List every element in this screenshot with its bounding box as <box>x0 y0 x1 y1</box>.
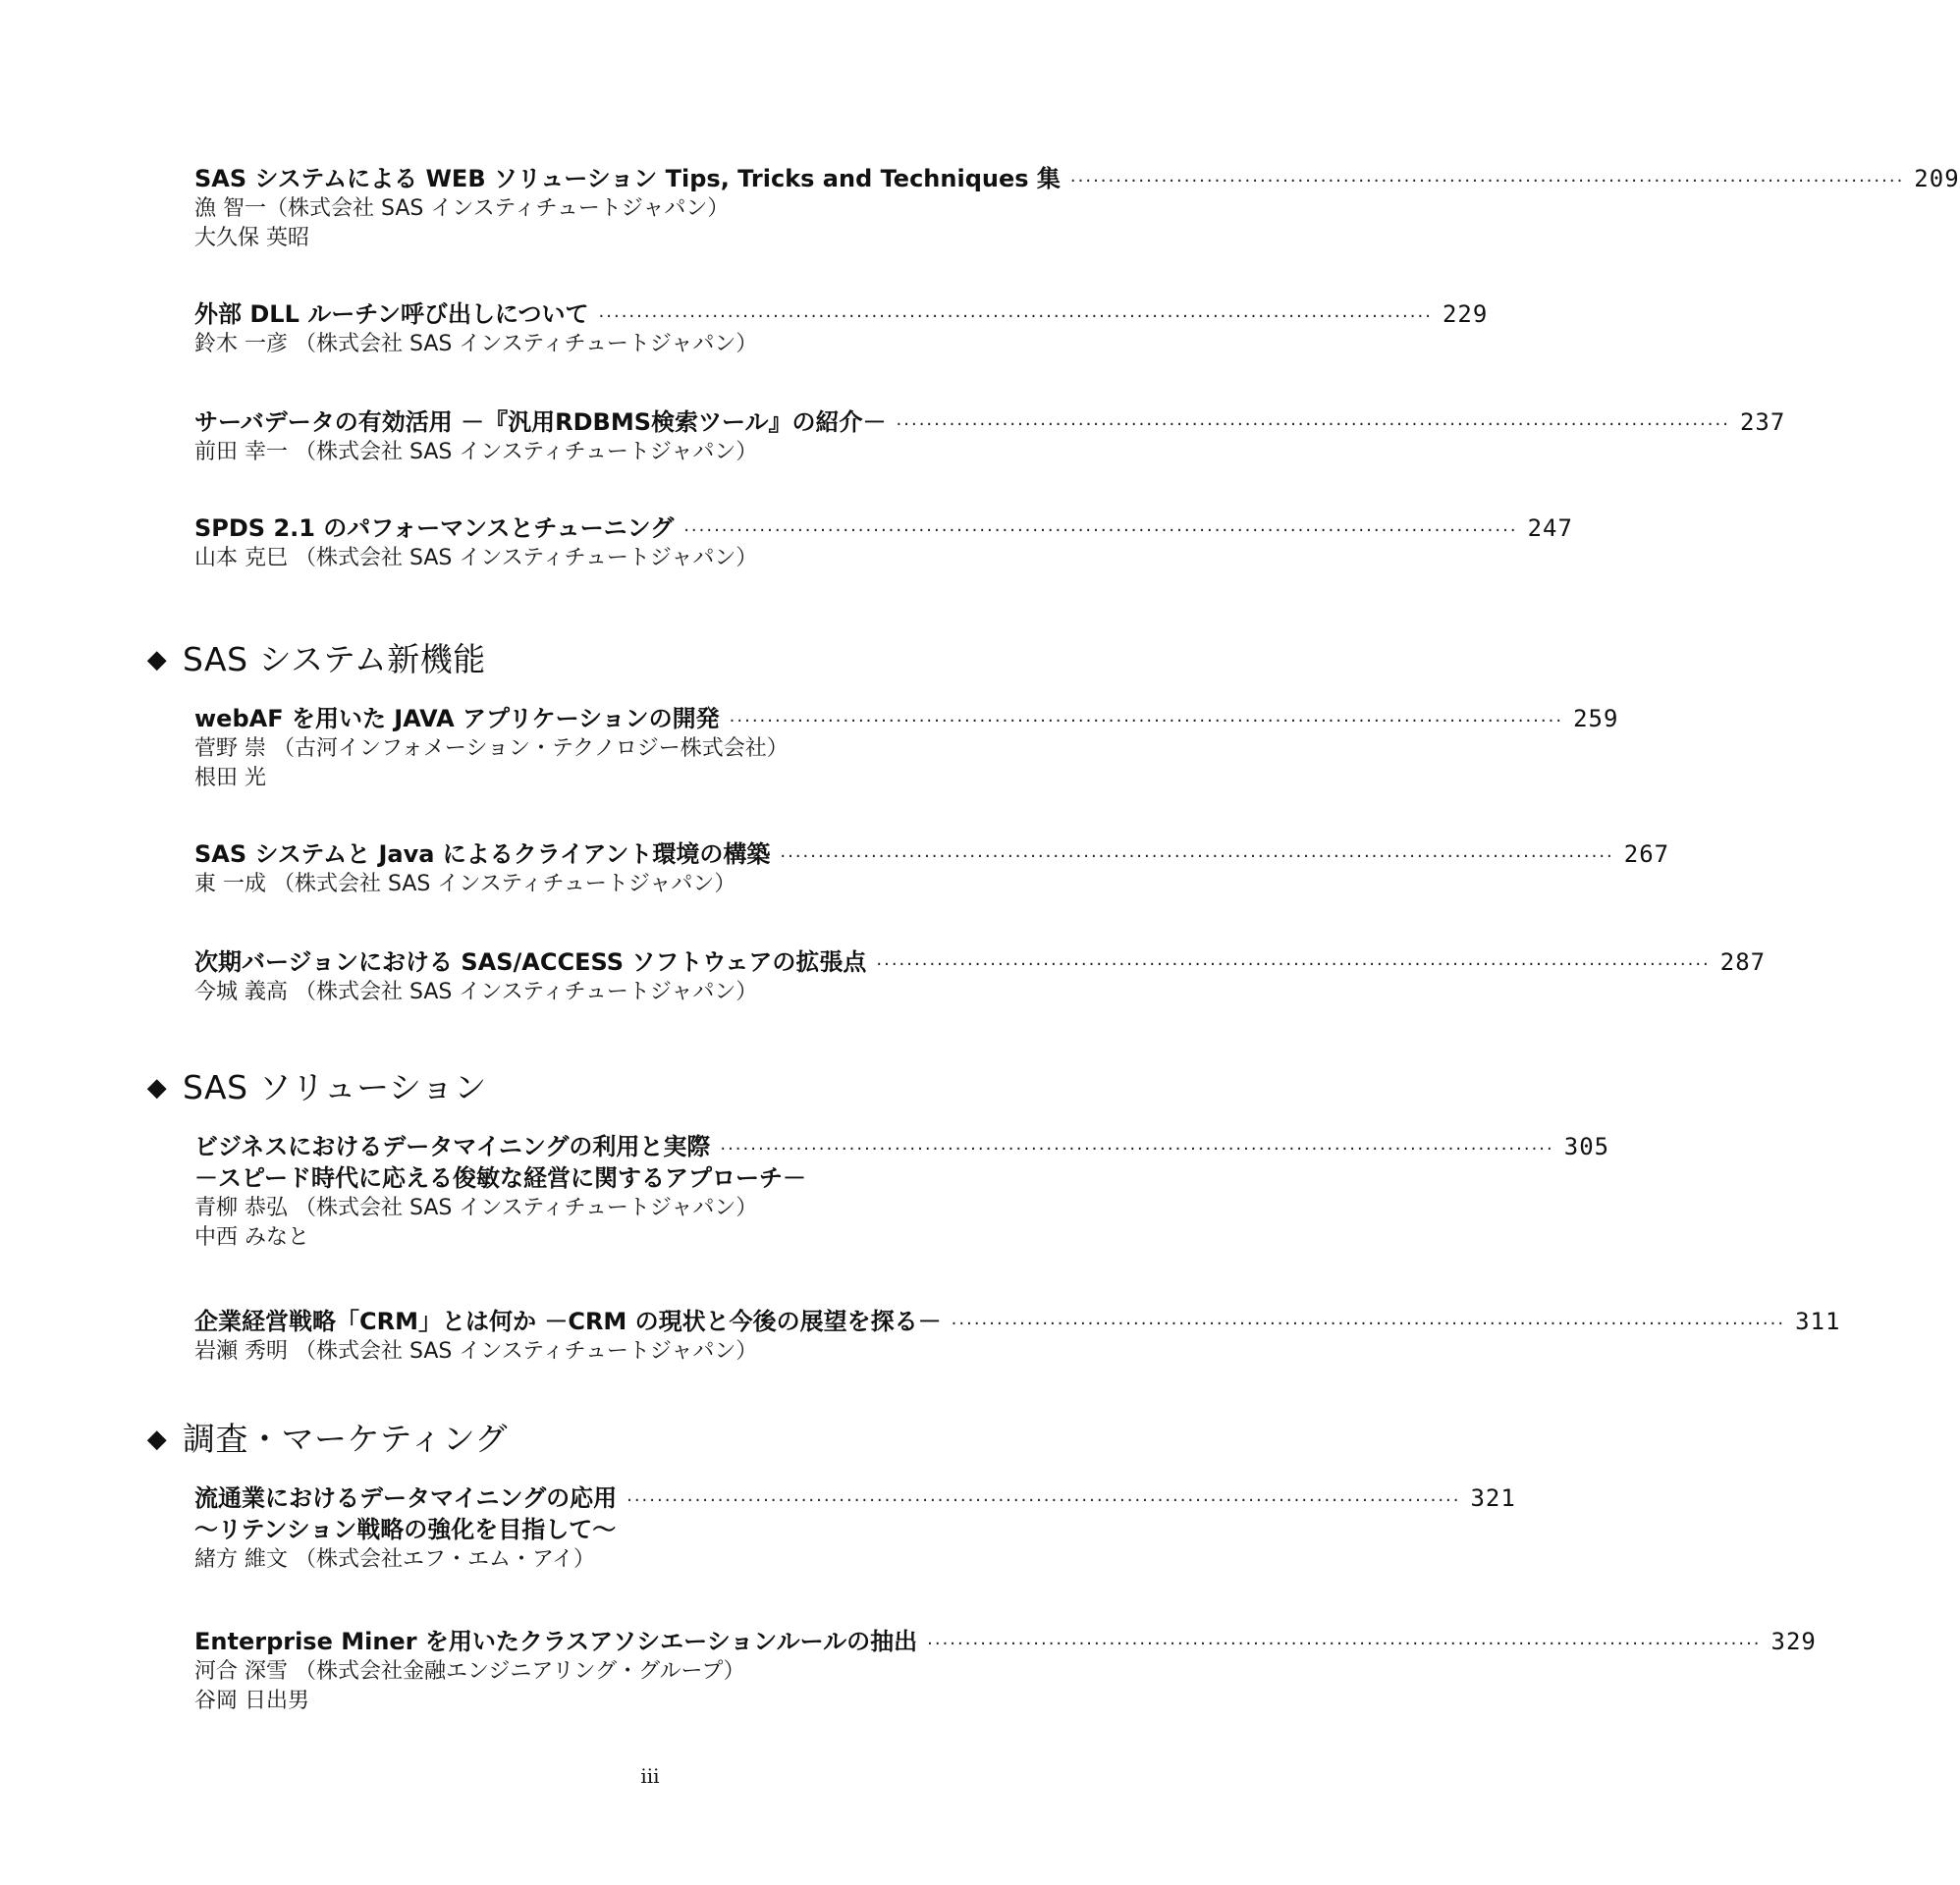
entry-title: サーバデータの有効活用 －『汎用RDBMS検索ツール』の紹介－ <box>194 408 887 436</box>
entry-author: 根田 光 <box>194 766 266 790</box>
toc-entry[interactable] <box>194 1626 1817 1716</box>
toc-entry[interactable] <box>194 1131 1610 1253</box>
entry-author: 緒方 維文 （株式会社エフ・エム・アイ） <box>194 1547 596 1572</box>
entry-author: 大久保 英昭 <box>194 226 309 250</box>
entry-title-row <box>194 1131 1610 1162</box>
dot-leader: ·············································································································· <box>1069 171 1905 191</box>
entry-page-number: 237 <box>1739 408 1786 436</box>
toc-entry[interactable] <box>194 838 1670 899</box>
entry-title: webAF を用いた JAVA アプリケーションの開発 <box>194 705 720 732</box>
diamond-icon: ◆ <box>146 645 168 674</box>
entry-page-number: 259 <box>1573 705 1619 732</box>
entry-title: SAS システムと Java によるクライアント環境の構築 <box>194 840 771 868</box>
dot-leader: ·············································································································· <box>951 1314 1786 1334</box>
section-heading <box>145 1420 508 1459</box>
entry-page-number: 321 <box>1470 1484 1516 1512</box>
entry-title: 次期バージョンにおける SAS/ACCESS ソフトウェアの拡張点 <box>194 948 867 976</box>
toc-entry[interactable] <box>194 703 1619 793</box>
entry-title-row <box>194 163 1960 194</box>
entry-author: 谷岡 日出男 <box>194 1689 309 1713</box>
entry-title: ビジネスにおけるデータマイニングの利用と実際 <box>194 1133 711 1160</box>
entry-title-row <box>194 946 1767 978</box>
entry-author: 菅野 崇 （古河インフォメーション・テクノロジー株式会社） <box>194 736 789 761</box>
section-heading-text: SAS ソリューション <box>183 1068 487 1106</box>
entry-author: 東 一成 （株式会社 SAS インスティチュートジャパン） <box>194 872 736 896</box>
diamond-icon: ◆ <box>146 1073 168 1103</box>
dot-leader: ·············································································································· <box>729 711 1564 731</box>
dot-leader: ·············································································································· <box>683 520 1518 541</box>
toc-entry[interactable] <box>194 1482 1516 1575</box>
entry-page-number: 247 <box>1527 514 1573 542</box>
entry-title-row <box>194 1306 1841 1337</box>
toc-entry[interactable] <box>194 163 1960 253</box>
entry-author: 今城 義高 （株式会社 SAS インスティチュートジャパン） <box>194 980 758 1004</box>
entry-title-row <box>194 1626 1817 1657</box>
toc-entry[interactable] <box>194 1306 1841 1367</box>
entry-page-number: 329 <box>1770 1628 1817 1655</box>
entry-page-number: 305 <box>1563 1133 1610 1160</box>
entry-title: SPDS 2.1 のパフォーマンスとチューニング <box>194 514 675 542</box>
entry-title-row <box>194 406 1786 438</box>
entry-author: 岩瀬 秀明 （株式会社 SAS インスティチュートジャパン） <box>194 1339 758 1364</box>
dot-leader: ·············································································································· <box>598 306 1433 327</box>
entry-title-row <box>194 512 1573 544</box>
entry-author: 中西 みなと <box>194 1225 309 1250</box>
entry-author: 青柳 恭弘 （株式会社 SAS インスティチュートジャパン） <box>194 1196 758 1220</box>
toc-entry[interactable] <box>194 946 1767 1007</box>
section-heading-text: 調査・マーケティング <box>183 1420 509 1458</box>
entry-subtitle: ～リテンション戦略の強化を目指して～ <box>194 1516 617 1543</box>
toc-entry[interactable] <box>194 298 1489 359</box>
entry-page-number: 287 <box>1719 948 1767 976</box>
entry-title-row <box>194 703 1619 734</box>
section-heading <box>145 640 486 679</box>
dot-leader: ·············································································································· <box>927 1634 1762 1654</box>
entry-title: 企業経営戦略「CRM」とは何か －CRM の現状と今後の展望を探る－ <box>194 1308 942 1335</box>
entry-subtitle: －スピード時代に応える俊敏な経営に関するアプローチ－ <box>194 1164 807 1192</box>
entry-title-row <box>194 1482 1516 1514</box>
entry-author: 漁 智一（株式会社 SAS インスティチュートジャパン） <box>194 196 730 221</box>
entry-title: Enterprise Miner を用いたクラスアソシエーションルールの抽出 <box>194 1628 918 1655</box>
section-heading <box>145 1068 487 1107</box>
entry-page-number: 209 <box>1914 165 1960 192</box>
entry-page-number: 311 <box>1795 1308 1841 1335</box>
entry-title-row <box>194 838 1670 870</box>
entry-title: 外部 DLL ルーチン呼び出しについて <box>194 300 589 328</box>
diamond-icon: ◆ <box>146 1425 168 1454</box>
section-heading-text: SAS システム新機能 <box>183 640 486 678</box>
page-number-footer: iii <box>640 1764 660 1788</box>
entry-author: 鈴木 一彦 （株式会社 SAS インスティチュートジャパン） <box>194 332 758 356</box>
entry-title: 流通業におけるデータマイニングの応用 <box>194 1484 618 1512</box>
dot-leader: ·············································································································· <box>626 1490 1461 1511</box>
dot-leader: ·············································································································· <box>876 954 1711 975</box>
entry-page-number: 267 <box>1623 840 1670 868</box>
entry-title-row <box>194 298 1489 330</box>
entry-author: 前田 幸一 （株式会社 SAS インスティチュートジャパン） <box>194 440 758 464</box>
toc-entry[interactable] <box>194 512 1573 573</box>
toc-entry[interactable] <box>194 406 1786 467</box>
dot-leader: ·············································································································· <box>720 1139 1554 1159</box>
entry-title: SAS システムによる WEB ソリューション Tips, Tricks and Techniques 集 <box>194 165 1061 192</box>
dot-leader: ·············································································································· <box>896 414 1730 435</box>
entry-page-number: 229 <box>1442 300 1489 328</box>
dot-leader: ·············································································································· <box>780 846 1614 867</box>
entry-author: 山本 克巳 （株式会社 SAS インスティチュートジャパン） <box>194 546 758 570</box>
entry-author: 河合 深雪 （株式会社金融エンジニアリング・グループ） <box>194 1659 745 1684</box>
